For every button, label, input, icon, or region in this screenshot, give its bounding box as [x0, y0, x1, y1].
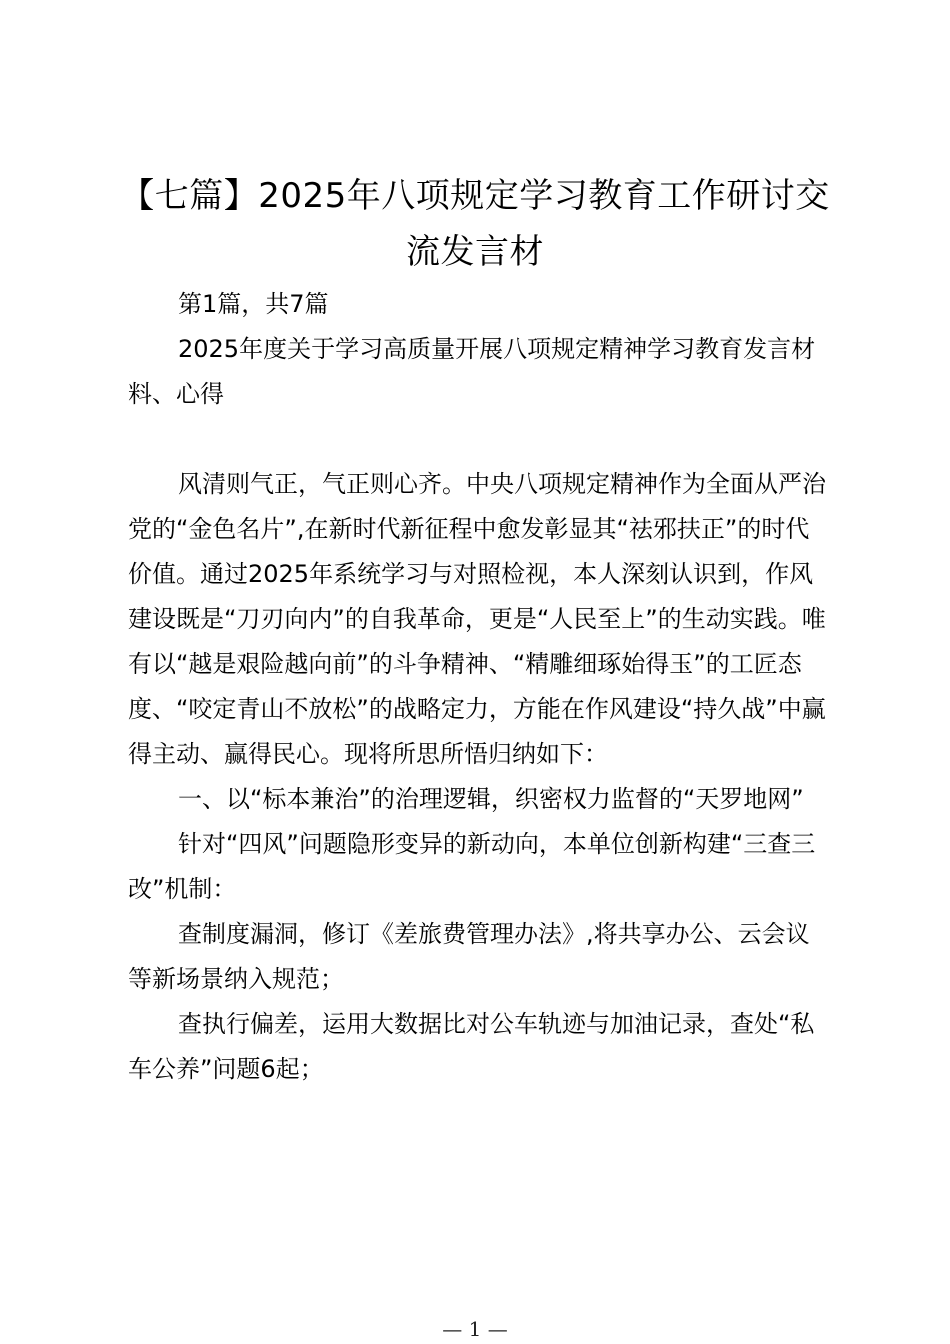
blank-line — [128, 417, 832, 462]
body-paragraph: 查制度漏洞，修订《差旅费管理办法》,将共享办公、云会议等新场景纳入规范； — [128, 920, 810, 993]
document-title: 【七篇】2025年八项规定学习教育工作研讨交流发言材 — [120, 176, 830, 272]
intro-paragraph: 风清则气正，气正则心齐。中央八项规定精神作为全面从严治党的“金色名片”,在新时代新征程中愈发彰显其“祛邪扶正”的时代价值。通过2025年系统学习与对照检视，本人深刻认识到，作风建设既是“刀刃向内”的自我革命，更是“人民至上”的生动实践。唯有以“越是艰险越向前”的斗争精神、“精雕细琢始得玉”的工匠态度、“咬定青山不放松”的战略定力，方能在作风建设“持久战”中赢得主动、赢得民心。现将所思所悟归纳如下： — [128, 470, 826, 768]
body-paragraph: 查执行偏差，运用大数据比对公车轨迹与加油记录，查处“私车公养”问题6起； — [128, 1010, 815, 1083]
subtitle-paragraph: 2025年度关于学习高质量开展八项规定精神学习教育发言材料、心得 — [128, 335, 816, 408]
body-paragraph: 针对“四风”问题隐形变异的新动向，本单位创新构建“三查三改”机制： — [128, 830, 816, 903]
section-counter: 第1篇，共7篇 — [178, 290, 329, 318]
section-heading-1: 一、以“标本兼治”的治理逻辑，织密权力监督的“天罗地网” — [178, 785, 804, 813]
page-number: — 1 — — [442, 1317, 508, 1341]
document-body — [128, 282, 832, 1092]
